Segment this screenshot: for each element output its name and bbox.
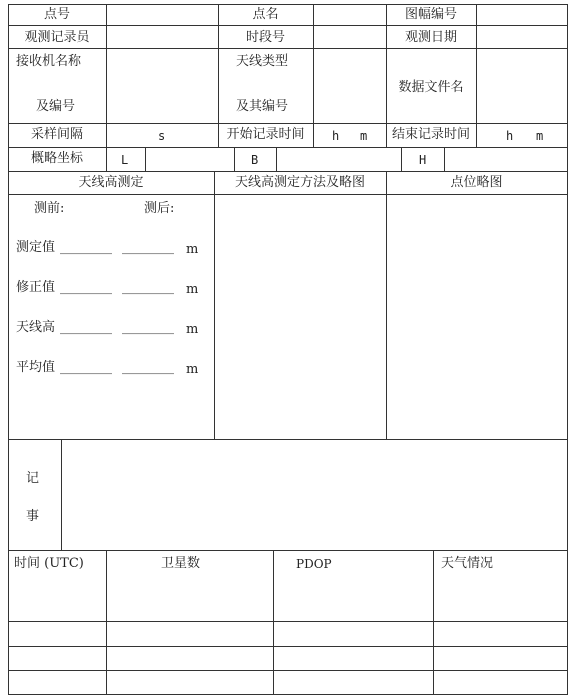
rule-row11 [8,670,568,671]
unit-measured: m [186,242,199,257]
rule-v-d [386,4,387,147]
blank-corrected-before[interactable]: ________ [60,280,112,295]
rule-row5 [8,171,568,172]
rule-v-c [313,4,314,147]
unit-corrected: m [186,282,199,297]
label-notes-char2: 事 [26,509,40,524]
rule-left [8,4,9,695]
unit-end-h: h [506,129,514,143]
blank-antenna-before[interactable]: ________ [60,320,112,335]
label-session-no: 时段号 [245,30,285,45]
heading-antenna-method: 天线高测定方法及略图 [234,175,365,190]
label-sheet-no: 图幅编号 [404,7,457,22]
label-notes-char1: 记 [26,471,40,486]
rule-top [8,4,568,5]
blank-measured-after[interactable]: ________ [122,240,174,255]
label-antenna-no: 及其编号 [236,99,289,114]
rule-v-ant2 [386,171,387,439]
rule-v-e [476,4,477,147]
label-corrected: 修正值 [16,280,56,295]
rule-v-coord1 [106,147,107,171]
label-coord-L: L [121,153,129,167]
label-point-no: 点号 [43,7,70,22]
rule-row9 [8,621,568,622]
blank-average-before[interactable]: ________ [60,360,112,375]
label-coords: 概略坐标 [30,151,83,166]
label-measured: 测定值 [16,240,56,255]
rule-row7 [8,439,568,440]
rule-v-coord6 [444,147,445,171]
rule-right [567,4,568,695]
unit-start-h: h [332,129,340,143]
rule-row3 [8,123,568,124]
rule-v-notes [61,439,62,550]
blank-measured-before[interactable]: ________ [60,240,112,255]
label-antenna-type: 天线类型 [236,54,289,69]
rule-v-b [218,4,219,147]
rule-v-ant1 [214,171,215,439]
blank-average-after[interactable]: ________ [122,360,174,375]
label-after: 测后: [144,201,175,216]
label-average: 平均值 [16,360,56,375]
label-start-time: 开始记录时间 [226,127,305,142]
rule-bottom [8,694,568,695]
label-sample-interval: 采样间隔 [30,127,83,142]
rule-row6 [8,194,568,195]
label-coord-B: B [251,153,259,167]
rule-v-coord4 [276,147,277,171]
unit-seconds: s [158,129,166,143]
rule-v-coord2 [145,147,146,171]
rule-v-obs3 [433,550,434,694]
rule-row1 [8,25,568,26]
rule-row4 [8,147,568,148]
rule-v-coord3 [234,147,235,171]
header-satellites: 卫星数 [161,556,201,571]
header-weather: 天气情况 [441,556,494,571]
rule-row2 [8,48,568,49]
unit-antenna: m [186,322,199,337]
heading-antenna-height: 天线高测定 [78,175,144,190]
rule-v-obs2 [273,550,274,694]
label-end-time: 结束记录时间 [391,127,470,142]
heading-point-sketch: 点位略图 [450,175,503,190]
blank-antenna-after[interactable]: ________ [122,320,174,335]
rule-v-obs1 [106,550,107,694]
label-obs-date: 观测日期 [404,30,457,45]
label-point-name: 点名 [252,7,279,22]
label-receiver-no: 及编号 [36,99,76,114]
blank-corrected-after[interactable]: ________ [122,280,174,295]
label-data-file: 数据文件名 [398,80,464,95]
unit-average: m [186,362,199,377]
rule-row8 [8,550,568,551]
label-receiver-name: 接收机名称 [16,54,82,69]
label-observer: 观测记录员 [24,30,90,45]
label-before: 测前: [34,201,65,216]
header-time-utc: 时间 (UTC) [14,556,84,571]
header-pdop: PDOP [296,557,332,571]
unit-start-m: m [360,129,368,143]
label-coord-H: H [419,153,427,167]
label-antenna-value: 天线高 [16,320,56,335]
unit-end-m: m [536,129,544,143]
rule-v-a [106,4,107,147]
rule-row10 [8,646,568,647]
gnss-observation-form [8,4,568,695]
rule-v-coord5 [401,147,402,171]
